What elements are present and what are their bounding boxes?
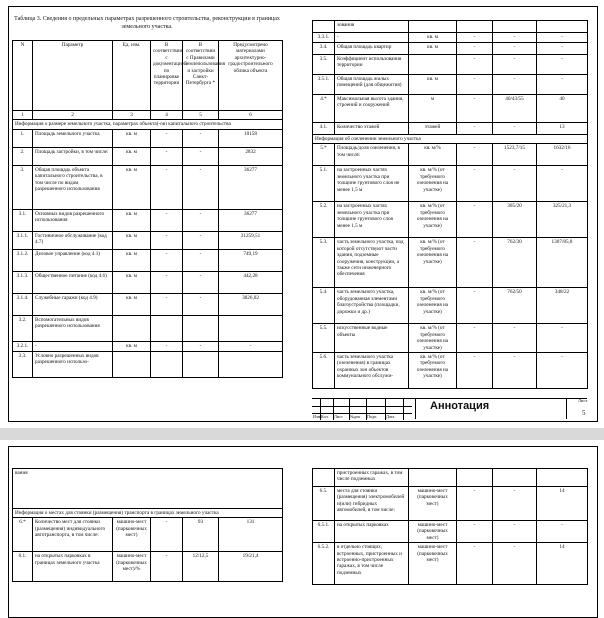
table-row: [313, 521, 588, 543]
table-cell: N: [13, 41, 33, 111]
table-cell: -: [537, 324, 588, 353]
table-cell: -: [493, 543, 537, 585]
table-cell: Максимальная высота здания, строений и сооружений: [335, 95, 409, 123]
table-cell: Параметр: [33, 41, 113, 111]
table-cell: -: [183, 249, 219, 271]
table-cell: 3.1.1.: [13, 231, 33, 249]
table-row: [13, 518, 283, 552]
right-parameters-table: [312, 20, 588, 389]
table-cell: 2.: [13, 147, 33, 165]
page-gap: [0, 428, 604, 440]
table-cell: на открытых парковках в границах земельного участка: [33, 552, 113, 582]
table-cell: [409, 55, 457, 75]
table-cell: 4: [151, 111, 183, 120]
table-cell: Условно разрешенных видов разрешенного использо-: [33, 351, 113, 377]
table-row: [13, 231, 283, 249]
table-row: [313, 95, 588, 123]
table-cell: 4.*: [313, 95, 335, 123]
table-cell: -: [457, 95, 493, 123]
table-row: [313, 543, 588, 585]
table-cell: -: [151, 147, 183, 165]
table-cell: 3.2.: [13, 315, 33, 341]
table-cell: -: [183, 147, 219, 165]
table-row: [13, 552, 283, 582]
table-cell: -: [457, 353, 493, 389]
table-cell: [151, 315, 183, 341]
table-cell: кв. м: [409, 33, 457, 43]
table-cell: 6.*: [13, 518, 33, 552]
table-cell: -: [493, 353, 537, 389]
parking-right-table: [312, 468, 588, 585]
table-cell: 3: [113, 111, 151, 120]
section-row: [13, 509, 283, 518]
table-cell: -: [457, 75, 493, 95]
table-cell: -: [457, 166, 493, 202]
table-cell: кв. м: [113, 147, 151, 165]
table-cell: места для стоянки (размещения) электромобилей и(или) гибридных автомобилей, в том числе:: [335, 487, 409, 521]
table-cell: -: [537, 33, 588, 43]
table-cell: -: [151, 271, 183, 293]
table-row: [13, 293, 283, 315]
table-cell: -: [537, 166, 588, 202]
table-cell: кв. м: [113, 341, 151, 351]
table-cell: -: [537, 43, 588, 55]
table-cell: пристроенных гаражах, в том числе подземных: [335, 469, 409, 487]
table-cell: [493, 21, 537, 33]
table-cell: -: [151, 552, 183, 582]
table-cell: [113, 315, 151, 341]
table-cell: 6.1.: [13, 552, 33, 582]
section-row: [313, 135, 588, 144]
table-cell: кв. м/% (от требуемого озеленения на участке): [409, 238, 457, 288]
table-cell: вания: [13, 469, 283, 509]
table-cell: Площадь земельного участка: [33, 129, 113, 147]
table-cell: -: [151, 293, 183, 315]
table-cell: кв. м: [113, 293, 151, 315]
table-cell: Гостиничное обслуживание (код 4.7): [33, 231, 113, 249]
left-parameters-table: [12, 40, 283, 378]
table-row: [313, 144, 588, 166]
sheet-label: Лист: [578, 398, 588, 403]
table-cell: Общая площадь объекта капитального строительства, в том числе по видам разрешенного использования: [33, 165, 113, 209]
table-row: [313, 75, 588, 95]
table-cell: 749,19: [219, 249, 283, 271]
table-cell: 2: [33, 111, 113, 120]
table-cell: Общая площадь квартир: [335, 43, 409, 55]
table-cell: на открытых парковках: [335, 521, 409, 543]
table-cell: 6.5.: [313, 487, 335, 521]
table-cell: 3.3.: [13, 351, 33, 377]
table-cell: -: [151, 165, 183, 209]
table-cell: [537, 469, 588, 487]
table-cell: 3.1.3.: [13, 271, 33, 293]
table-cell: 5.1.: [313, 166, 335, 202]
table-cell: 13: [537, 123, 588, 135]
table-cell: 14: [537, 487, 588, 521]
table-cell: 442,28: [219, 271, 283, 293]
table-cell: -: [457, 43, 493, 55]
table-cell: этажей: [409, 123, 457, 135]
table-cell: кв. м: [409, 75, 457, 95]
title-block-header: Лист: [334, 414, 343, 419]
table-cell: -: [33, 341, 113, 351]
table-cell: [313, 21, 335, 33]
table-cell: -: [493, 75, 537, 95]
table-cell: 3.1.4.: [13, 293, 33, 315]
table-cell: 5.*: [313, 144, 335, 166]
table-cell: 40: [537, 95, 588, 123]
table-row: [313, 123, 588, 135]
table-row: [313, 202, 588, 238]
section-header: Информация о размере земельного участка, параметрах объекта(-ов) капитального строительства: [13, 120, 283, 129]
table-cell: -: [151, 209, 183, 231]
table-cell: -: [493, 55, 537, 75]
table-caption: Таблица 3. Сведения о предельных параметрах разрешенного строительства, реконструкции в границах земельного участка.: [14, 16, 280, 30]
table-cell: машино-мест (парковочных мест)/%: [113, 552, 151, 582]
table-cell: -: [183, 293, 219, 315]
table-cell: -: [457, 324, 493, 353]
table-cell: -: [493, 166, 537, 202]
table-row: [313, 43, 588, 55]
table-cell: Деловое управление (код 4.1): [33, 249, 113, 271]
table-cell: кв. м/% (от требуемого озеленения на участке): [409, 353, 457, 389]
table-cell: Предусмотрено материалами архитектурно-градостроительного облика объекта: [219, 41, 283, 111]
table-cell: 5: [183, 111, 219, 120]
table-cell: -: [493, 33, 537, 43]
table-cell: -: [183, 165, 219, 209]
table-cell: Общественное питание (код 4.6): [33, 271, 113, 293]
table-cell: -: [219, 341, 283, 351]
table-cell: машино-мест (парковочных мест): [409, 521, 457, 543]
table-cell: -: [183, 209, 219, 231]
table-cell: 131: [219, 518, 283, 552]
table-cell: м: [409, 95, 457, 123]
table-cell: 3.5.: [313, 55, 335, 75]
table-cell: 1.: [13, 129, 33, 147]
table-cell: [151, 351, 183, 377]
table-cell: -: [183, 129, 219, 147]
table-cell: [409, 469, 457, 487]
table-cell: кв. м: [113, 249, 151, 271]
table-cell: 348/22: [537, 288, 588, 324]
table-cell: в отдельно стоящих, встроенных, пристроенных и встроенно-пристроенных гаражах, в том числе подземных: [335, 543, 409, 585]
table-cell: 3.4.: [313, 43, 335, 55]
table-cell: 31259,51: [219, 231, 283, 249]
table-cell: кв. м/% (от требуемого озеленения на участке): [409, 202, 457, 238]
table-row: [13, 147, 283, 165]
table-cell: -: [457, 238, 493, 288]
table-cell: 3.1.2.: [13, 249, 33, 271]
table-cell: 2832: [219, 147, 283, 165]
table-cell: Общая площадь жилых помещений (для общежития): [335, 75, 409, 95]
sheet-number: 5: [582, 409, 586, 417]
document-title: Аннотация: [430, 400, 490, 412]
table-cell: -: [151, 341, 183, 351]
table-cell: 3.3.1.: [313, 33, 335, 43]
table-cell: Служебные гаражи (код 4.9): [33, 293, 113, 315]
table-cell: -: [537, 55, 588, 75]
table-cell: 3.5.1.: [313, 75, 335, 95]
table-cell: 305/20: [493, 202, 537, 238]
table-cell: [493, 469, 537, 487]
table-cell: 762/50: [493, 288, 537, 324]
table-cell: 36277: [219, 209, 283, 231]
table-cell: 5.2.: [313, 202, 335, 238]
table-cell: 325/21,3: [537, 202, 588, 238]
table-row: [313, 288, 588, 324]
table-cell: 5.3.: [313, 238, 335, 288]
table-cell: -: [493, 521, 537, 543]
table-row: [313, 55, 588, 75]
table-cell: 10158: [219, 129, 283, 147]
table-cell: Вспомогательных видов разрешенного использования: [33, 315, 113, 341]
title-block-header: Подп.: [367, 414, 378, 419]
title-block-header: Дата: [386, 414, 395, 419]
table-cell: -: [457, 288, 493, 324]
table-cell: -: [457, 123, 493, 135]
table-cell: 1: [13, 111, 33, 120]
table-row: [313, 353, 588, 389]
table-cell: часть земельного участка, оборудованная элементами благоустройства (площадки, дорожки и др.): [335, 288, 409, 324]
table-cell: -: [183, 231, 219, 249]
table-cell: 5.5.: [313, 324, 335, 353]
table-cell: Количество этажей: [335, 123, 409, 135]
table-cell: 3.: [13, 165, 33, 209]
table-cell: [457, 21, 493, 33]
table-cell: -: [151, 518, 183, 552]
table-cell: -: [537, 75, 588, 95]
table-cell: -: [183, 341, 219, 351]
table-cell: -: [457, 202, 493, 238]
table-cell: [219, 351, 283, 377]
table-cell: 19/21,4: [219, 552, 283, 582]
table-cell: -: [457, 33, 493, 43]
table-row: [13, 351, 283, 377]
table-cell: 5.6.: [313, 353, 335, 389]
table-cell: 1307/85,8: [537, 238, 588, 288]
title-block-header: Кол.: [321, 414, 329, 419]
table-cell: кв. м: [113, 129, 151, 147]
table-cell: часть земельного участка (озеленения) в границах охранных зон объектов коммунального обслужи-: [335, 353, 409, 389]
table-cell: -: [151, 249, 183, 271]
table-cell: на застроенных частях земельного участка при толщине грунтового слоя менее 1,5 м: [335, 202, 409, 238]
table-cell: 6.5.1.: [313, 521, 335, 543]
table-cell: [219, 315, 283, 341]
table-cell: машино-мест (парковочных мест): [113, 518, 151, 552]
page-bottom-sheet: [0, 440, 604, 600]
title-block-header: №док: [350, 414, 361, 419]
table-row: [313, 487, 588, 521]
section-header: Информация об озеленении земельного участка: [313, 135, 588, 144]
table-row: [313, 324, 588, 353]
table-cell: -: [457, 55, 493, 75]
table-cell: [113, 351, 151, 377]
table-cell: Коэффициент использования территории: [335, 55, 409, 75]
title-block-header: Изм.: [313, 414, 322, 419]
table-cell: кв. м/% (от требуемого озеленения на участке): [409, 324, 457, 353]
table-cell: 6: [219, 111, 283, 120]
table-cell: -: [457, 521, 493, 543]
table-cell: кв. м/% (от требуемого озеленения на участке): [409, 166, 457, 202]
table-cell: -: [537, 521, 588, 543]
table-cell: кв. м/% (от требуемого озеленения на участке): [409, 288, 457, 324]
table-cell: -: [493, 123, 537, 135]
table-cell: -: [493, 43, 537, 55]
table-cell: [537, 21, 588, 33]
table-cell: 36277: [219, 165, 283, 209]
table-cell: кв. м: [113, 271, 151, 293]
table-row: [13, 469, 283, 509]
table-cell: 4.1.: [313, 123, 335, 135]
table-cell: часть земельного участка, под которой отсутствуют части здания, подземные сооружения, конструкции, а также сети инженерного обеспечения: [335, 238, 409, 288]
table-cell: 3.2.1.: [13, 341, 33, 351]
table-cell: Площадь застройки, в том числе:: [33, 147, 113, 165]
table-cell: -: [457, 487, 493, 521]
table-cell: -: [183, 271, 219, 293]
table-cell: 14: [537, 543, 588, 585]
table-cell: Количество мест для стоянки (размещения) индивидуального автотранспорта, в том числе:: [33, 518, 113, 552]
table-cell: В соответствии с документацией по планировке территории: [151, 41, 183, 111]
table-cell: [183, 315, 219, 341]
table-cell: 6.5.2.: [313, 543, 335, 585]
table-cell: -: [493, 487, 537, 521]
column-number-row: [13, 111, 283, 120]
table-row: [13, 129, 283, 147]
table-cell: Ед. изм.: [113, 41, 151, 111]
table-row: [313, 166, 588, 202]
table-cell: -: [537, 353, 588, 389]
table-cell: кв. м/%: [409, 144, 457, 166]
table-cell: [409, 21, 457, 33]
table-cell: кв. м: [409, 43, 457, 55]
table-cell: кв. м: [113, 231, 151, 249]
table-cell: [183, 351, 219, 377]
table-cell: -: [151, 129, 183, 147]
table-cell: 93: [183, 518, 219, 552]
table-row: [13, 209, 283, 231]
table-cell: 5.4.: [313, 288, 335, 324]
table-cell: зования: [335, 21, 409, 33]
table-cell: 40/43/55: [493, 95, 537, 123]
table-cell: машино-мест (парковочных мест): [409, 543, 457, 585]
section-row: [13, 120, 283, 129]
table-row: [313, 21, 588, 33]
section-header: Информация о местах для стоянки (размещения) транспорта в границах земельного участка: [13, 509, 283, 518]
parking-left-table: [12, 468, 283, 582]
table-cell: машино-мест (парковочных мест): [409, 487, 457, 521]
table-cell: 3.1.: [13, 209, 33, 231]
table-cell: -: [335, 33, 409, 43]
table-cell: искусственные водные объекты: [335, 324, 409, 353]
table-cell: на застроенных частях земельного участка при толщине грунтового слоя не менее 1,5 м: [335, 166, 409, 202]
table-cell: 1523,7/15: [493, 144, 537, 166]
table-row: [13, 249, 283, 271]
table-cell: кв. м: [113, 165, 151, 209]
table-cell: кв. м: [113, 209, 151, 231]
table-cell: -: [457, 543, 493, 585]
header-row: [13, 41, 283, 111]
table-cell: 1632/16: [537, 144, 588, 166]
table-cell: 762/30: [493, 238, 537, 288]
table-row: [13, 165, 283, 209]
table-row: [313, 33, 588, 43]
table-cell: -: [457, 144, 493, 166]
table-cell: -: [493, 324, 537, 353]
table-cell: 12/12,5: [183, 552, 219, 582]
table-cell: В соответствии с Правилами землепользования и застройки Санкт-Петербурга *: [183, 41, 219, 111]
table-cell: Основных видов разрешенного использования: [33, 209, 113, 231]
table-row: [13, 271, 283, 293]
table-cell: [313, 469, 335, 487]
table-row: [313, 238, 588, 288]
table-row: [13, 315, 283, 341]
table-cell: [457, 469, 493, 487]
table-cell: 3826,02: [219, 293, 283, 315]
table-row: [313, 469, 588, 487]
table-cell: Площадь/доля озеленения, в том числе:: [335, 144, 409, 166]
table-row: [13, 341, 283, 351]
table-cell: -: [151, 231, 183, 249]
